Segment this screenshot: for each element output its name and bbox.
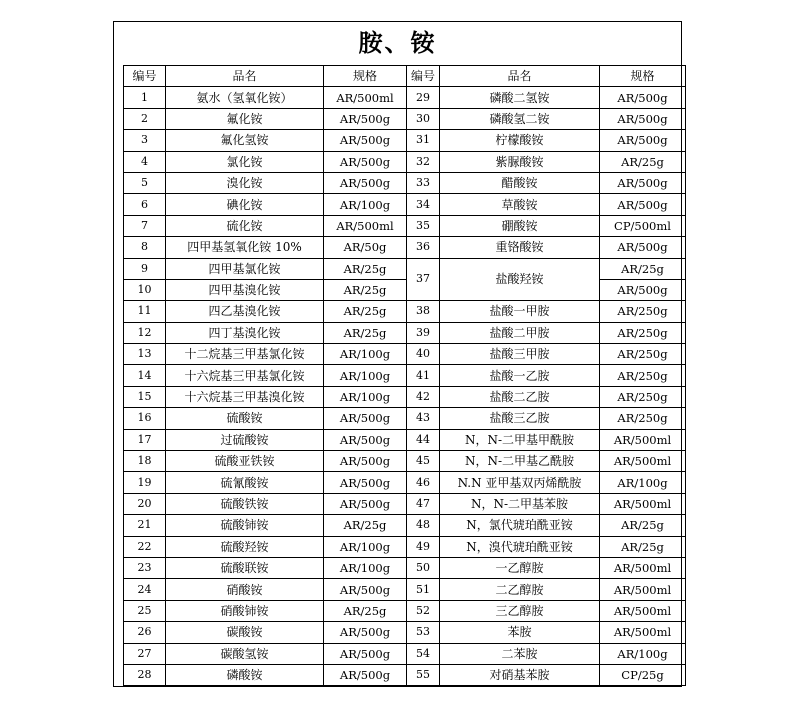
table-row bbox=[124, 194, 686, 215]
item-spec: AR/250g bbox=[600, 344, 686, 365]
table-row bbox=[124, 622, 686, 643]
item-spec: AR/250g bbox=[600, 301, 686, 322]
item-name: 磷酸二氢铵 bbox=[440, 87, 600, 108]
product-table bbox=[123, 65, 686, 686]
table-row bbox=[124, 151, 686, 172]
item-number: 37 bbox=[407, 258, 440, 301]
item-name: 硫酸铈铵 bbox=[166, 515, 324, 536]
item-number: 28 bbox=[124, 664, 166, 685]
item-spec: AR/500g bbox=[324, 643, 407, 664]
item-name: 四甲基溴化铵 bbox=[166, 279, 324, 300]
item-number: 54 bbox=[407, 643, 440, 664]
item-number: 49 bbox=[407, 536, 440, 557]
item-spec: AR/500g bbox=[324, 429, 407, 450]
header-spec-right: 规格 bbox=[600, 66, 686, 87]
item-name: 对硝基苯胺 bbox=[440, 664, 600, 685]
item-spec: AR/100g bbox=[324, 386, 407, 407]
item-number: 31 bbox=[407, 130, 440, 151]
item-number: 19 bbox=[124, 472, 166, 493]
item-name: 苯胺 bbox=[440, 622, 600, 643]
table-row bbox=[124, 472, 686, 493]
item-spec: AR/500ml bbox=[600, 557, 686, 578]
item-number: 25 bbox=[124, 600, 166, 621]
item-number: 22 bbox=[124, 536, 166, 557]
item-number: 40 bbox=[407, 344, 440, 365]
item-name: N，N-二甲基苯胺 bbox=[440, 493, 600, 514]
item-name: 柠檬酸铵 bbox=[440, 130, 600, 151]
item-spec: AR/500g bbox=[324, 151, 407, 172]
item-spec: AR/500g bbox=[600, 237, 686, 258]
table-row bbox=[124, 429, 686, 450]
table-row bbox=[124, 557, 686, 578]
item-spec: CP/25g bbox=[600, 664, 686, 685]
catalog-sheet bbox=[113, 21, 682, 687]
item-number: 29 bbox=[407, 87, 440, 108]
item-number: 51 bbox=[407, 579, 440, 600]
item-number: 9 bbox=[124, 258, 166, 279]
item-spec: AR/500g bbox=[324, 408, 407, 429]
item-number: 43 bbox=[407, 408, 440, 429]
item-name: 重铬酸铵 bbox=[440, 237, 600, 258]
item-name: 硝酸铵 bbox=[166, 579, 324, 600]
item-name: 醋酸铵 bbox=[440, 172, 600, 193]
item-spec: AR/25g bbox=[600, 258, 686, 279]
item-number: 41 bbox=[407, 365, 440, 386]
item-spec: AR/500ml bbox=[600, 622, 686, 643]
item-number: 2 bbox=[124, 108, 166, 129]
item-number: 30 bbox=[407, 108, 440, 129]
item-name: 磷酸氢二铵 bbox=[440, 108, 600, 129]
item-name: 硫化铵 bbox=[166, 215, 324, 236]
table-row bbox=[124, 515, 686, 536]
item-number: 6 bbox=[124, 194, 166, 215]
item-spec: AR/25g bbox=[600, 515, 686, 536]
item-name: 盐酸三乙胺 bbox=[440, 408, 600, 429]
item-number: 45 bbox=[407, 451, 440, 472]
item-name: 过硫酸铵 bbox=[166, 429, 324, 450]
item-number: 7 bbox=[124, 215, 166, 236]
item-spec: AR/500g bbox=[324, 172, 407, 193]
item-name: N，N-二甲基甲酰胺 bbox=[440, 429, 600, 450]
item-spec: AR/25g bbox=[600, 536, 686, 557]
table-row bbox=[124, 258, 686, 279]
item-name: 氯化铵 bbox=[166, 151, 324, 172]
item-number: 35 bbox=[407, 215, 440, 236]
item-spec: AR/500g bbox=[600, 87, 686, 108]
item-name: 四甲基氯化铵 bbox=[166, 258, 324, 279]
item-name: 碘化铵 bbox=[166, 194, 324, 215]
item-number: 48 bbox=[407, 515, 440, 536]
item-name: 紫脲酸铵 bbox=[440, 151, 600, 172]
header-row bbox=[124, 66, 686, 87]
item-spec: AR/25g bbox=[324, 301, 407, 322]
item-number: 8 bbox=[124, 237, 166, 258]
item-spec: AR/500g bbox=[324, 130, 407, 151]
item-spec: AR/100g bbox=[324, 557, 407, 578]
item-spec: AR/250g bbox=[600, 365, 686, 386]
item-spec: AR/250g bbox=[600, 322, 686, 343]
table-row bbox=[124, 172, 686, 193]
header-name-right: 品名 bbox=[440, 66, 600, 87]
table-row bbox=[124, 643, 686, 664]
item-number: 38 bbox=[407, 301, 440, 322]
item-number: 20 bbox=[124, 493, 166, 514]
item-number: 33 bbox=[407, 172, 440, 193]
item-number: 36 bbox=[407, 237, 440, 258]
header-no-left: 编号 bbox=[124, 66, 166, 87]
item-spec: AR/25g bbox=[600, 151, 686, 172]
item-number: 42 bbox=[407, 386, 440, 407]
item-name: 硝酸铈铵 bbox=[166, 600, 324, 621]
item-spec: AR/500g bbox=[600, 108, 686, 129]
item-name: 十六烷基三甲基溴化铵 bbox=[166, 386, 324, 407]
item-spec: CP/500ml bbox=[600, 215, 686, 236]
item-number: 55 bbox=[407, 664, 440, 685]
item-number: 50 bbox=[407, 557, 440, 578]
item-number: 1 bbox=[124, 87, 166, 108]
item-spec: AR/500ml bbox=[600, 579, 686, 600]
item-spec: AR/500g bbox=[600, 279, 686, 300]
item-name: 盐酸一甲胺 bbox=[440, 301, 600, 322]
item-number: 34 bbox=[407, 194, 440, 215]
header-no-right: 编号 bbox=[407, 66, 440, 87]
item-number: 47 bbox=[407, 493, 440, 514]
table-row bbox=[124, 386, 686, 407]
item-name: 氟化氢铵 bbox=[166, 130, 324, 151]
item-number: 12 bbox=[124, 322, 166, 343]
item-spec: AR/25g bbox=[324, 322, 407, 343]
table-row bbox=[124, 279, 686, 300]
table-row bbox=[124, 536, 686, 557]
item-spec: AR/500ml bbox=[324, 87, 407, 108]
item-number: 4 bbox=[124, 151, 166, 172]
item-name: 四乙基溴化铵 bbox=[166, 301, 324, 322]
item-number: 39 bbox=[407, 322, 440, 343]
item-spec: AR/500ml bbox=[600, 451, 686, 472]
item-name: 二苯胺 bbox=[440, 643, 600, 664]
item-name: 盐酸二甲胺 bbox=[440, 322, 600, 343]
item-spec: AR/500g bbox=[324, 472, 407, 493]
item-name: 硫酸铵 bbox=[166, 408, 324, 429]
table-row bbox=[124, 130, 686, 151]
item-spec: AR/500g bbox=[600, 194, 686, 215]
item-name: 二乙醇胺 bbox=[440, 579, 600, 600]
item-name: 四丁基溴化铵 bbox=[166, 322, 324, 343]
table-row bbox=[124, 664, 686, 685]
item-number: 24 bbox=[124, 579, 166, 600]
item-spec: AR/500g bbox=[324, 451, 407, 472]
table-row bbox=[124, 301, 686, 322]
table-row bbox=[124, 237, 686, 258]
item-name: 氨水（氢氧化铵） bbox=[166, 87, 324, 108]
table-row bbox=[124, 215, 686, 236]
item-number: 46 bbox=[407, 472, 440, 493]
item-number: 44 bbox=[407, 429, 440, 450]
item-spec: AR/250g bbox=[600, 408, 686, 429]
item-number: 14 bbox=[124, 365, 166, 386]
item-number: 52 bbox=[407, 600, 440, 621]
item-name: 四甲基氢氧化铵 10% bbox=[166, 237, 324, 258]
item-spec: AR/500ml bbox=[600, 493, 686, 514]
item-name: 碳酸氢铵 bbox=[166, 643, 324, 664]
item-name: 一乙醇胺 bbox=[440, 557, 600, 578]
item-number: 10 bbox=[124, 279, 166, 300]
table-row bbox=[124, 493, 686, 514]
item-spec: AR/500g bbox=[600, 172, 686, 193]
header-spec-left: 规格 bbox=[324, 66, 407, 87]
item-name: 草酸铵 bbox=[440, 194, 600, 215]
item-name: 硫酸羟铵 bbox=[166, 536, 324, 557]
table-row bbox=[124, 108, 686, 129]
item-spec: AR/500g bbox=[600, 130, 686, 151]
item-spec: AR/500g bbox=[324, 664, 407, 685]
item-spec: AR/250g bbox=[600, 386, 686, 407]
item-spec: AR/25g bbox=[324, 279, 407, 300]
table-row bbox=[124, 451, 686, 472]
table-row bbox=[124, 600, 686, 621]
item-name: 十六烷基三甲基氯化铵 bbox=[166, 365, 324, 386]
item-spec: AR/500g bbox=[324, 579, 407, 600]
item-name: 盐酸羟铵 bbox=[440, 258, 600, 301]
item-number: 18 bbox=[124, 451, 166, 472]
item-name: 磷酸铵 bbox=[166, 664, 324, 685]
item-name: 溴化铵 bbox=[166, 172, 324, 193]
item-spec: AR/100g bbox=[324, 194, 407, 215]
item-number: 11 bbox=[124, 301, 166, 322]
item-number: 5 bbox=[124, 172, 166, 193]
item-spec: AR/50g bbox=[324, 237, 407, 258]
item-spec: AR/500g bbox=[324, 493, 407, 514]
item-name: 十二烷基三甲基氯化铵 bbox=[166, 344, 324, 365]
item-spec: AR/25g bbox=[324, 515, 407, 536]
item-number: 32 bbox=[407, 151, 440, 172]
item-spec: AR/100g bbox=[324, 344, 407, 365]
item-spec: AR/100g bbox=[600, 643, 686, 664]
table-row bbox=[124, 365, 686, 386]
page-title: 胺、铵 bbox=[358, 28, 437, 57]
item-spec: AR/100g bbox=[324, 365, 407, 386]
item-name: 碳酸铵 bbox=[166, 622, 324, 643]
item-spec: AR/500ml bbox=[600, 600, 686, 621]
item-spec: AR/500g bbox=[324, 108, 407, 129]
item-name: 盐酸一乙胺 bbox=[440, 365, 600, 386]
item-spec: AR/100g bbox=[600, 472, 686, 493]
item-name: N，N-二甲基乙酰胺 bbox=[440, 451, 600, 472]
item-number: 3 bbox=[124, 130, 166, 151]
item-number: 17 bbox=[124, 429, 166, 450]
item-spec: AR/500ml bbox=[600, 429, 686, 450]
header-name-left: 品名 bbox=[166, 66, 324, 87]
item-number: 15 bbox=[124, 386, 166, 407]
item-number: 27 bbox=[124, 643, 166, 664]
item-name: N，氯代琥珀酰亚铵 bbox=[440, 515, 600, 536]
table-row bbox=[124, 322, 686, 343]
item-number: 13 bbox=[124, 344, 166, 365]
item-spec: AR/25g bbox=[324, 600, 407, 621]
table-row bbox=[124, 408, 686, 429]
item-number: 26 bbox=[124, 622, 166, 643]
item-number: 23 bbox=[124, 557, 166, 578]
item-name: 氟化铵 bbox=[166, 108, 324, 129]
item-name: 硫酸联铵 bbox=[166, 557, 324, 578]
item-number: 21 bbox=[124, 515, 166, 536]
item-spec: AR/25g bbox=[324, 258, 407, 279]
item-name: 硫酸铁铵 bbox=[166, 493, 324, 514]
item-spec: AR/500g bbox=[324, 622, 407, 643]
item-number: 16 bbox=[124, 408, 166, 429]
item-spec: AR/100g bbox=[324, 536, 407, 557]
item-name: N.N 亚甲基双丙烯酰胺 bbox=[440, 472, 600, 493]
item-name: 三乙醇胺 bbox=[440, 600, 600, 621]
item-spec: AR/500ml bbox=[324, 215, 407, 236]
item-name: 盐酸三甲胺 bbox=[440, 344, 600, 365]
item-name: N，溴代琥珀酰亚铵 bbox=[440, 536, 600, 557]
item-name: 硫酸亚铁铵 bbox=[166, 451, 324, 472]
item-name: 盐酸二乙胺 bbox=[440, 386, 600, 407]
table-row bbox=[124, 344, 686, 365]
item-name: 硫氰酸铵 bbox=[166, 472, 324, 493]
table-row bbox=[124, 579, 686, 600]
item-name: 硼酸铵 bbox=[440, 215, 600, 236]
table-row bbox=[124, 87, 686, 108]
item-number: 53 bbox=[407, 622, 440, 643]
